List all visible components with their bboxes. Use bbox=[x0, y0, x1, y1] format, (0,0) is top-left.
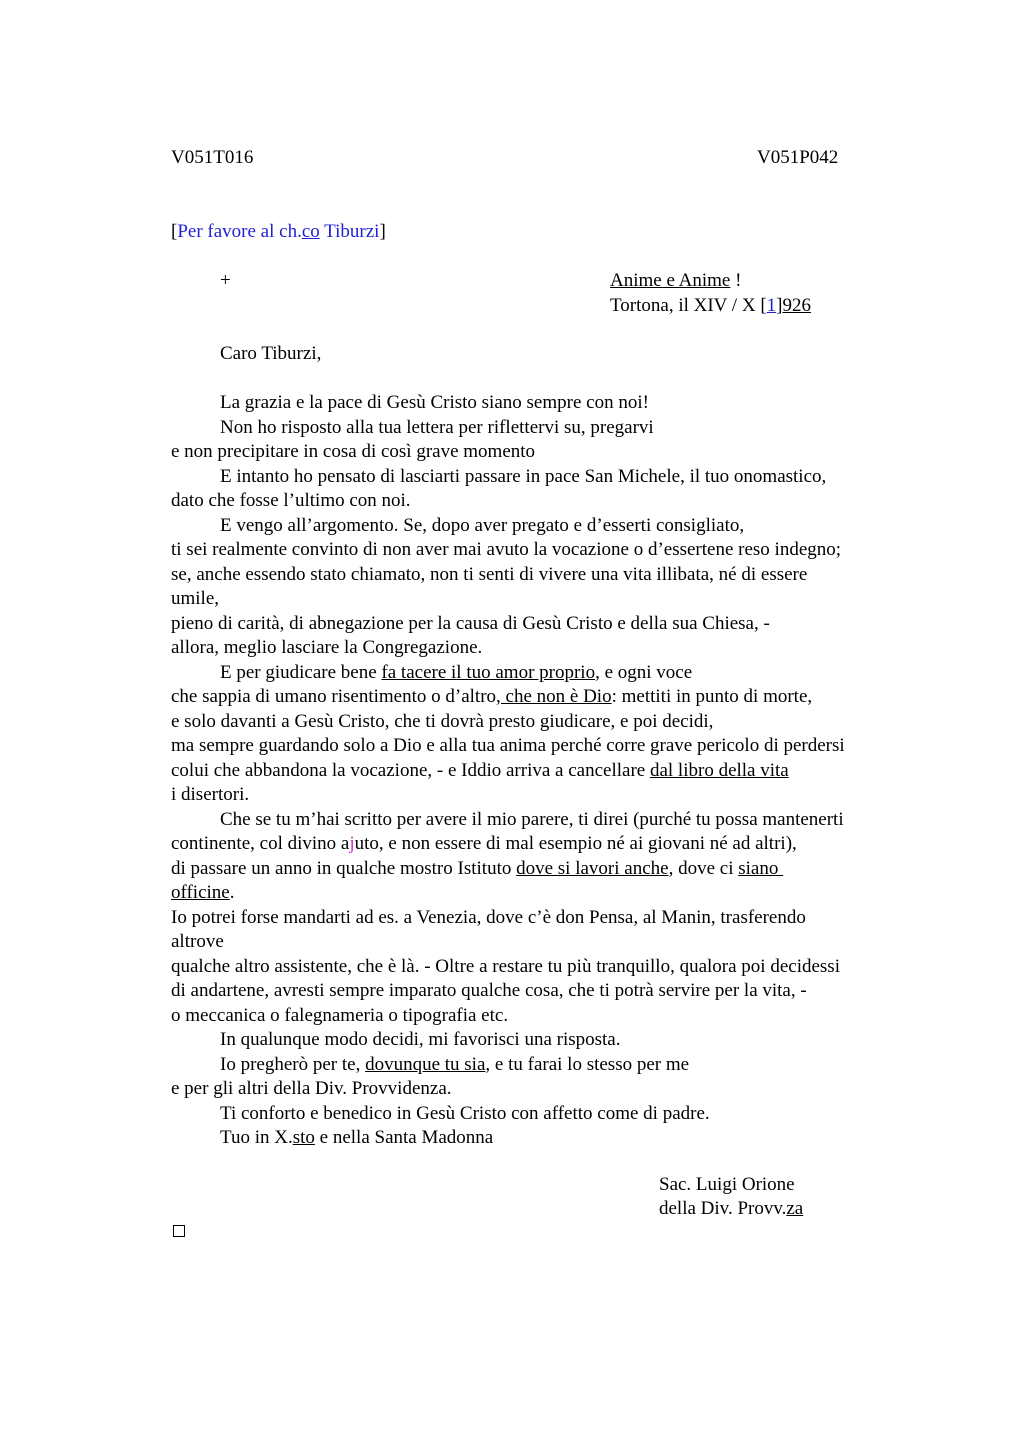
body-text-span: continente, col divino a bbox=[171, 833, 350, 854]
body-line bbox=[171, 759, 911, 784]
body-line: La grazia e la pace di Gesù Cristo siano sempre con noi! bbox=[220, 392, 649, 413]
body-text-span: e nella Santa Madonna bbox=[314, 1127, 494, 1148]
body-line: e per gli altri della Div. Provvidenza. bbox=[171, 1078, 452, 1099]
document-code-left: V051T016 bbox=[171, 147, 254, 168]
body-line bbox=[171, 1126, 911, 1151]
note-bracket-open: [ bbox=[171, 221, 178, 242]
highlighted-letter: j bbox=[349, 833, 355, 854]
body-line: In qualunque modo decidi, mi favorisci una risposta. bbox=[220, 1029, 621, 1050]
underlined-phrase: officine bbox=[171, 882, 230, 903]
signature-title-text: della Div. Provv. bbox=[659, 1198, 787, 1219]
signature-title bbox=[659, 1197, 803, 1222]
body-line: E intanto ho pensato di lasciarti passare in pace San Michele, il tuo onomastico, bbox=[220, 465, 827, 487]
body-text-span: colui che abbandona la vocazione, - e Iddio arriva a cancellare bbox=[171, 759, 650, 781]
note-bracket-close: ] bbox=[379, 221, 386, 242]
cross-mark: + bbox=[220, 270, 231, 291]
underlined-phrase: sto bbox=[292, 1127, 315, 1148]
dateline bbox=[610, 294, 811, 319]
body-line: allora, meglio lasciare la Congregazione. bbox=[171, 637, 483, 658]
underlined-phrase: dovunque tu sia bbox=[365, 1053, 486, 1075]
dateline-prefix: Tortona, il XIV / X bbox=[610, 295, 761, 316]
body-text-span: , e tu farai lo stesso per me bbox=[485, 1053, 690, 1075]
note-name: Tiburzi bbox=[319, 221, 380, 242]
note-abbrev: co bbox=[301, 221, 320, 242]
letter-body bbox=[171, 391, 911, 1151]
underlined-phrase: , che non è Dio bbox=[496, 686, 612, 707]
body-line: E vengo all’argomento. Se, dopo aver pregato e d’esserti consigliato, bbox=[220, 514, 745, 536]
editorial-note bbox=[171, 220, 386, 245]
body-line bbox=[171, 685, 911, 710]
body-text-span: , e ogni voce bbox=[595, 661, 693, 683]
document-code-right: V051P042 bbox=[757, 147, 839, 168]
end-mark-square-icon bbox=[173, 1225, 185, 1237]
body-line: se, anche essendo stato chiamato, non ti senti di vivere una vita illibata, né di essere bbox=[171, 563, 808, 585]
underlined-phrase: fa tacere il tuo amor proprio bbox=[381, 661, 596, 683]
body-text-span: Io pregherò per te, bbox=[220, 1053, 366, 1075]
body-line: Ti conforto e benedico in Gesù Cristo con affetto come di padre. bbox=[220, 1102, 710, 1124]
dateline-bracket-open: [ bbox=[760, 295, 767, 316]
body-line: i disertori. bbox=[171, 784, 250, 805]
body-line bbox=[171, 832, 911, 857]
body-text-span: Tuo in X. bbox=[220, 1127, 293, 1148]
body-text-span: di passare un anno in qualche mostro Istituto bbox=[171, 857, 517, 879]
body-line: di andartene, avresti sempre imparato qualche cosa, che ti potrà servire per la vita, - bbox=[171, 980, 807, 1001]
body-line: ma sempre guardando solo a Dio e alla tua anima perché corre grave pericolo di perdersi bbox=[171, 735, 845, 756]
body-line: dato che fosse l’ultimo con noi. bbox=[171, 490, 411, 511]
body-line: Che se tu m’hai scritto per avere il mio parere, ti direi (purché tu possa mantenerti bbox=[220, 808, 844, 830]
note-text: Per favore al ch. bbox=[177, 221, 302, 242]
body-line: Non ho risposto alla tua lettera per riflettervi su, pregarvi bbox=[220, 416, 654, 438]
body-line: umile, bbox=[171, 588, 220, 609]
body-line: Io potrei forse mandarti ad es. a Venezia, dove c’è don Pensa, al Manin, trasferendo bbox=[171, 906, 806, 928]
body-line: ti sei realmente convinto di non aver mai avuto la vocazione o d’essertene reso indegno; bbox=[171, 539, 842, 560]
motto-suffix: ! bbox=[730, 270, 742, 291]
body-line bbox=[171, 857, 911, 882]
body-text-span: E per giudicare bene bbox=[220, 661, 382, 683]
body-text-span: . bbox=[229, 882, 235, 903]
dateline-bracket-close: ] bbox=[776, 295, 783, 316]
body-line: qualche altro assistente, che è là. - Oltre a restare tu più tranquillo, qualora poi decidessi bbox=[171, 955, 840, 977]
body-text-span: , dove ci bbox=[668, 857, 739, 879]
signature-title-abbrev: za bbox=[786, 1198, 804, 1219]
signature-name: Sac. Luigi Orione bbox=[659, 1174, 795, 1195]
body-line bbox=[171, 1053, 911, 1078]
body-text-span: : mettiti in punto di morte, bbox=[611, 686, 813, 707]
dateline-year: 926 bbox=[782, 295, 811, 316]
motto bbox=[610, 269, 741, 294]
body-line: pieno di carità, di abnegazione per la causa di Gesù Cristo e della sua Chiesa, - bbox=[171, 612, 770, 634]
body-text-span: che sappia di umano risentimento o d’altro bbox=[171, 686, 497, 707]
body-line bbox=[171, 661, 911, 686]
body-line: o meccanica o falegnameria o tipografia etc. bbox=[171, 1004, 509, 1026]
body-line: e solo davanti a Gesù Cristo, che ti dovrà presto giudicare, e poi decidi, bbox=[171, 710, 714, 732]
salutation: Caro Tiburzi, bbox=[220, 343, 322, 364]
body-line bbox=[171, 881, 911, 906]
dateline-bracket-digit: 1 bbox=[766, 295, 777, 316]
body-line: e non precipitare in cosa di così grave momento bbox=[171, 441, 536, 462]
body-text-span: uto, e non essere di mal esempio né ai giovani né ad altri), bbox=[354, 833, 797, 854]
body-line: altrove bbox=[171, 931, 224, 952]
underlined-phrase: dal libro della vita bbox=[649, 759, 789, 781]
underlined-phrase: siano bbox=[738, 857, 784, 879]
underlined-phrase: dove si lavori anche bbox=[516, 857, 669, 879]
motto-text: Anime e Anime bbox=[610, 270, 731, 291]
